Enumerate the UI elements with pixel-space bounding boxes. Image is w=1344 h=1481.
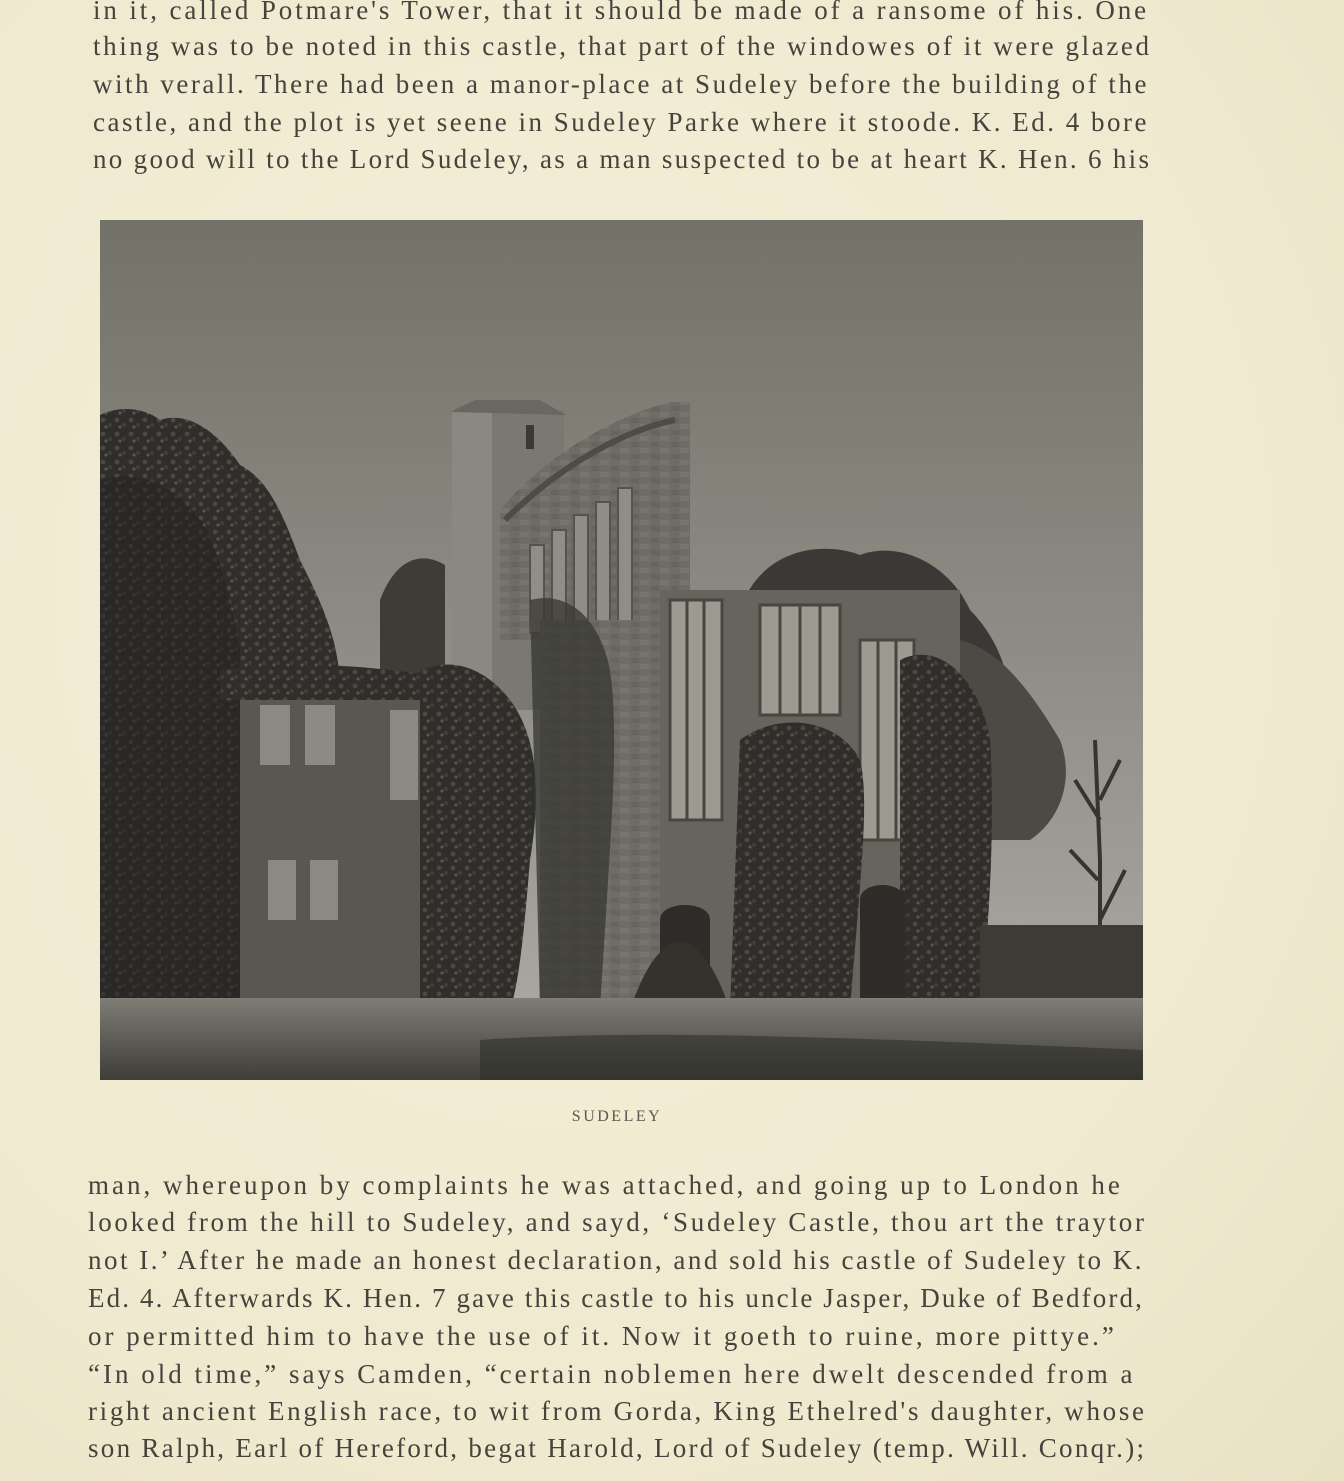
- text-line: in it, called Potmare's Tower, that it should be made of a ransome of his. One: [93, 0, 1149, 25]
- text-line: no good will to the Lord Sudeley, as a man suspected to be at heart K. Hen. 6 his: [93, 144, 1152, 174]
- text-line: thing was to be noted in this castle, that part of the windowes of it were glazed: [93, 31, 1152, 61]
- text-line: right ancient English race, to wit from Gorda, King Ethelred's daughter, whose: [88, 1396, 1147, 1426]
- sudeley-castle-photograph: [100, 220, 1143, 1080]
- text-line: not I.’ After he made an honest declaration, and sold his castle of Sudeley to K.: [88, 1245, 1144, 1275]
- text-line: Ed. 4. Afterwards K. Hen. 7 gave this castle to his uncle Jasper, Duke of Bedford,: [88, 1283, 1144, 1313]
- text-line: looked from the hill to Sudeley, and sayd, ‘Sudeley Castle, thou art the traytor: [88, 1207, 1147, 1237]
- text-line: castle, and the plot is yet seene in Sudeley Parke where it stoode. K. Ed. 4 bore: [93, 107, 1149, 137]
- figure-caption: SUDELEY: [571, 1108, 663, 1125]
- text-line: “In old time,” says Camden, “certain noblemen here dwelt descended from a: [88, 1359, 1136, 1389]
- text-line: son Ralph, Earl of Hereford, begat Harold, Lord of Sudeley (temp. Will. Conqr.);: [88, 1433, 1147, 1463]
- text-line: or permitted him to have the use of it. Now it goeth to ruine, more pittye.”: [88, 1321, 1117, 1351]
- text-line: man, whereupon by complaints he was attached, and going up to London he: [88, 1170, 1123, 1200]
- text-line: with verall. There had been a manor-place at Sudeley before the building of the: [93, 69, 1149, 99]
